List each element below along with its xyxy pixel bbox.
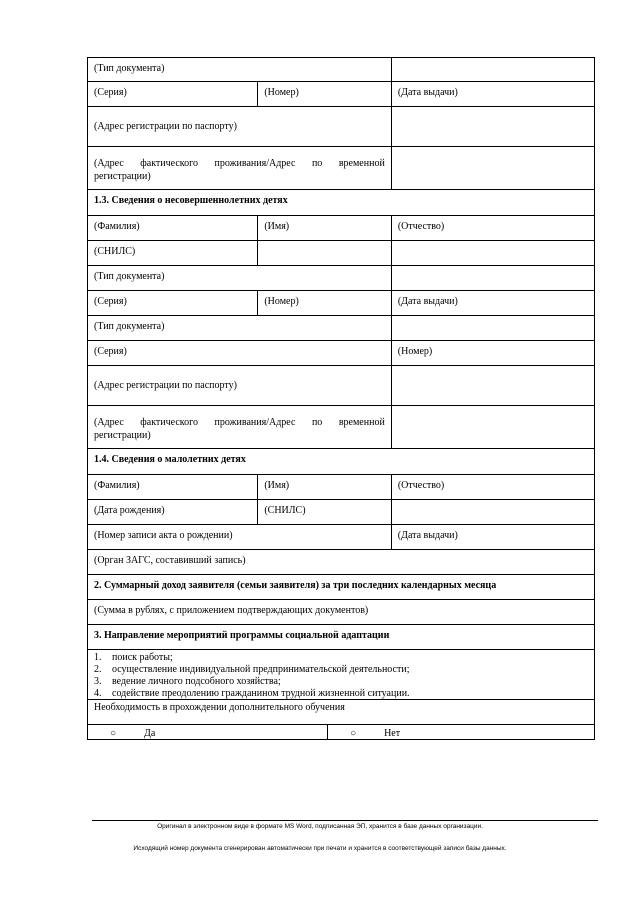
list-item-number: 2.	[94, 664, 102, 675]
list-item-number: 3.	[94, 676, 102, 687]
list-item-text: поиск работы;	[112, 652, 173, 663]
application-form	[87, 57, 595, 740]
no-option[interactable]	[327, 725, 594, 739]
series-label: (Серия)	[94, 346, 127, 357]
measures-list	[94, 652, 588, 700]
list-item[interactable]	[94, 652, 588, 664]
list-item-text: ведение личного подсобного хозяйства;	[112, 676, 281, 687]
snils-value[interactable]	[257, 241, 390, 265]
patronymic-label: (Отчество)	[391, 475, 594, 499]
doc-type-label: (Тип документа)	[94, 271, 165, 282]
reg-address-value[interactable]	[391, 366, 594, 405]
birth-date-label: (Дата рождения)	[94, 505, 165, 516]
no-radio-icon[interactable]: ○	[350, 727, 357, 739]
section-1-3-row	[87, 190, 595, 216]
section-1-4-row	[87, 449, 595, 475]
patronymic-label: (Отчество)	[391, 216, 594, 240]
actual-address-row	[87, 147, 595, 190]
list-item-number: 4.	[94, 688, 102, 699]
issue-date-label: (Дата выдачи)	[391, 291, 594, 315]
section-1-3-title: 1.3. Сведения о несовершеннолетних детях	[94, 195, 288, 206]
actual-address-label	[88, 406, 391, 448]
list-item-text: содействие преодолению гражданином трудной жизненной ситуации.	[112, 688, 410, 699]
section-2-row	[87, 575, 595, 600]
training-row	[87, 700, 595, 725]
list-item-number: 1.	[94, 652, 102, 663]
minor-snils-row	[87, 241, 595, 266]
snils-label: (СНИЛС)	[257, 500, 390, 524]
reg-address-label: (Адрес регистрации по паспорту)	[94, 121, 237, 132]
name-label: (Имя)	[257, 216, 390, 240]
minor-actual-address-row	[87, 406, 595, 449]
doc-type-label: (Тип документа)	[94, 321, 165, 332]
child-birth-row	[87, 500, 595, 525]
income-label: (Сумма в рублях, с приложением подтверждающих документов)	[94, 605, 369, 616]
number-label: (Номер)	[257, 291, 390, 315]
number-label: (Номер)	[257, 82, 390, 106]
birth-record-label: (Номер записи акта о рождении)	[94, 530, 233, 541]
section-1-4-title: 1.4. Сведения о малолетних детях	[94, 454, 246, 465]
list-item-text: осуществление индивидуальной предпринимательской деятельности;	[112, 664, 410, 675]
footer-divider	[92, 820, 598, 821]
doc-type-value[interactable]	[391, 266, 594, 290]
list-item[interactable]	[94, 664, 588, 676]
actual-address-label	[88, 147, 391, 189]
doc-type-row	[87, 57, 595, 82]
series-label: (Серия)	[94, 296, 127, 307]
minor-reg-address-row	[87, 366, 595, 406]
actual-address-value[interactable]	[391, 147, 594, 189]
surname-label: (Фамилия)	[94, 221, 140, 232]
reg-address-row	[87, 107, 595, 147]
footer-line-2: Исходящий номер документа сгенерирован автоматически при печати и хранится в соответствующей записи базы данных.	[133, 845, 507, 852]
actual-address-text: (Адрес фактического проживания/Адрес по временной регистрации)	[94, 158, 385, 182]
doc-type-value[interactable]	[391, 58, 594, 81]
doc-type-label: (Тип документа)	[94, 63, 165, 74]
snils-value[interactable]	[391, 500, 594, 524]
birth-record-row	[87, 525, 595, 550]
minor-doc-type-row	[87, 266, 595, 291]
yes-label: Да	[144, 727, 156, 739]
reg-address-label: (Адрес регистрации по паспорту)	[94, 380, 237, 391]
yes-radio-icon[interactable]: ○	[110, 727, 117, 739]
measures-row	[87, 650, 595, 700]
section-3-title: 3. Направление мероприятий программы социальной адаптации	[94, 630, 390, 641]
minor-name-row	[87, 216, 595, 241]
section-2-title: 2. Суммарный доход заявителя (семьи заявителя) за три последних календарных месяца	[94, 580, 497, 591]
footer-line-1: Оригинал в электронном виде в формате MS Word, подписанная ЭП, хранится в базе данных организации.	[157, 823, 483, 830]
training-label: Необходимость в прохождении дополнительного обучения	[94, 702, 345, 713]
minor-doc-type-row-2	[87, 316, 595, 341]
name-label: (Имя)	[257, 475, 390, 499]
yes-option[interactable]	[88, 725, 327, 739]
snils-label: (СНИЛС)	[94, 246, 136, 257]
measures-cell	[88, 650, 594, 699]
list-item[interactable]	[94, 676, 588, 688]
no-label: Нет	[384, 727, 401, 739]
number-label: (Номер)	[391, 341, 594, 365]
issue-date-label: (Дата выдачи)	[391, 525, 594, 549]
zags-label: (Орган ЗАГС, составивший запись)	[94, 555, 246, 566]
snils-extra[interactable]	[391, 241, 594, 265]
reg-address-value[interactable]	[391, 107, 594, 146]
zags-row	[87, 550, 595, 575]
minor-series-number-row	[87, 341, 595, 366]
actual-address-text: (Адрес фактического проживания/Адрес по временной регистрации)	[94, 417, 385, 441]
list-item[interactable]	[94, 688, 588, 700]
series-label: (Серия)	[94, 87, 127, 98]
surname-label: (Фамилия)	[94, 480, 140, 491]
passport-row	[87, 82, 595, 107]
doc-type-value[interactable]	[391, 316, 594, 340]
actual-address-value[interactable]	[391, 406, 594, 448]
child-name-row	[87, 475, 595, 500]
issue-date-label: (Дата выдачи)	[391, 82, 594, 106]
training-choice-row	[87, 725, 595, 740]
income-row	[87, 600, 595, 625]
section-3-row	[87, 625, 595, 650]
minor-passport-row	[87, 291, 595, 316]
